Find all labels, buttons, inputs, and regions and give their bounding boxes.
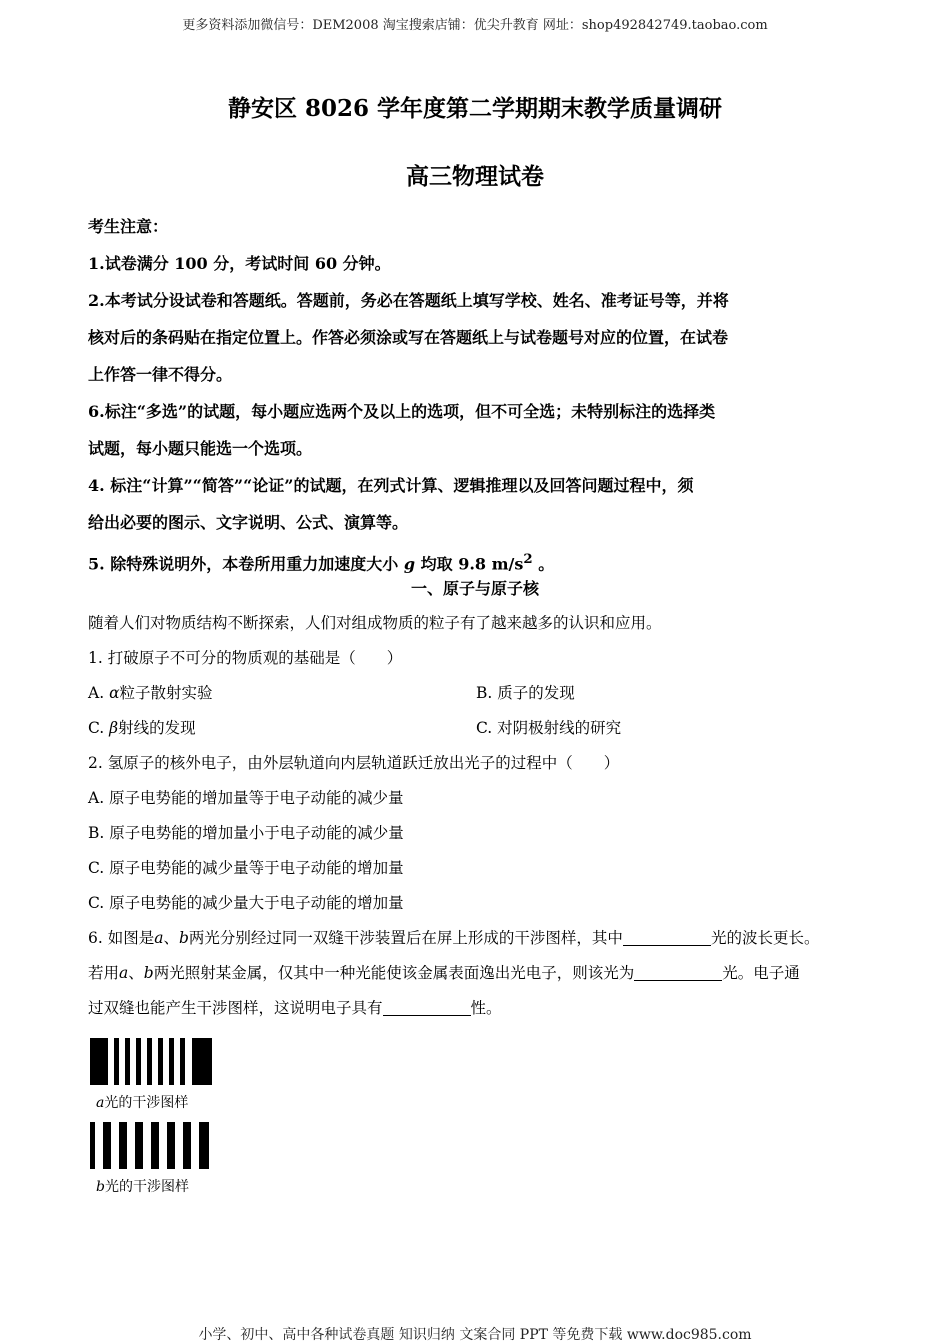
fringe-dark-band bbox=[151, 1122, 159, 1169]
section-intro: 随着人们对物质结构不断探索，人们对组成物质的粒子有了越来越多的认识和应用。 bbox=[88, 614, 662, 632]
question-2-option: C. 原子电势能的减少量等于电子动能的增加量 bbox=[88, 859, 404, 877]
questions bbox=[88, 606, 868, 1026]
option-label: C. bbox=[88, 719, 110, 737]
light-a-symbol: a bbox=[154, 929, 164, 947]
answer-blank-2[interactable] bbox=[634, 962, 722, 981]
answer-blank-1[interactable] bbox=[623, 927, 711, 946]
beta-symbol: β bbox=[109, 719, 119, 737]
option-text: 射线的发现 bbox=[118, 719, 196, 737]
fringe-figure-a bbox=[88, 1036, 218, 1112]
question-2-option: C. 原子电势能的减少量大于电子动能的增加量 bbox=[88, 894, 404, 912]
question-2-option: A. 原子电势能的增加量等于电子动能的减少量 bbox=[88, 789, 404, 807]
caption-var: a bbox=[96, 1095, 105, 1111]
question-2-stem: 2. 氢原子的核外电子，由外层轨道向内层轨道跃迁放出光子的过程中（ ） bbox=[88, 754, 620, 772]
fringe-dark-band bbox=[119, 1122, 127, 1169]
fringe-dark-band bbox=[180, 1038, 185, 1085]
unit-exponent: 2 bbox=[523, 551, 533, 567]
q6-text: 光的波长更长。 bbox=[710, 929, 820, 947]
question-6-line-3 bbox=[88, 991, 868, 1026]
q6-text: 光。电子通 bbox=[722, 964, 800, 982]
fringe-dark-band bbox=[103, 1122, 111, 1169]
notice-line-gravity bbox=[88, 541, 868, 578]
notice-line: 6.标注“多选”的试题，每小题应选两个及以上的选项，但不可全选；未特别标注的选择类 bbox=[88, 402, 716, 421]
fringe-dark-band bbox=[169, 1038, 174, 1085]
gravity-symbol: g bbox=[403, 554, 416, 574]
q6-text: 、 bbox=[163, 929, 179, 947]
fringe-dark-band bbox=[90, 1122, 95, 1169]
fringe-dark-band bbox=[167, 1122, 175, 1169]
notice-line: 上作答一律不得分。 bbox=[88, 365, 233, 384]
q6-text: 过双缝也能产生干涉图样，这说明电子具有 bbox=[88, 999, 383, 1017]
light-b-symbol: b bbox=[143, 964, 154, 982]
notice-text: 5. 除特殊说明外，本卷所用重力加速度大小 bbox=[88, 554, 404, 574]
q6-text: 性。 bbox=[470, 999, 502, 1017]
fringe-dark-band bbox=[125, 1038, 130, 1085]
question-2-option: B. 原子电势能的增加量小于电子动能的减少量 bbox=[88, 824, 404, 842]
question-1-options-row-1 bbox=[88, 676, 868, 711]
notice-text: 。 bbox=[532, 554, 555, 574]
option-a bbox=[88, 676, 476, 711]
notice-line: 试题，每小题只能选一个选项。 bbox=[88, 439, 313, 458]
fringe-dark-band bbox=[135, 1122, 143, 1169]
notice-text: 均取 9.8 m/s bbox=[415, 554, 524, 574]
fringe-caption-b bbox=[96, 1176, 218, 1196]
notice-line: 核对后的条码贴在指定位置上。作答必须涂或写在答题纸上与试卷题号对应的位置，在试卷 bbox=[88, 328, 729, 347]
fringe-dark-band bbox=[199, 1122, 209, 1169]
fringe-dark-band bbox=[114, 1038, 119, 1085]
option-text: 粒子散射实验 bbox=[119, 684, 213, 702]
fringe-dark-band bbox=[158, 1038, 163, 1085]
light-a-symbol: a bbox=[119, 964, 129, 982]
notice-line: 2.本考试分设试卷和答题纸。答题前，务必在答题纸上填写学校、姓名、准考证号等，并将 bbox=[88, 291, 729, 310]
candidate-notice bbox=[88, 208, 868, 578]
alpha-symbol: α bbox=[109, 684, 120, 702]
footer-promo-note: 小学、初中、高中各种试卷真题 知识归纳 文案合同 PPT 等免费下载 www.doc985.com bbox=[198, 1327, 752, 1343]
caption-text: 光的干涉图样 bbox=[104, 1095, 189, 1111]
notice-line: 给出必要的图示、文字说明、公式、演算等。 bbox=[88, 513, 409, 532]
notice-heading: 考生注意： bbox=[88, 217, 169, 236]
header-promo-note: 更多资料添加微信号：DEM2008 淘宝搜索店铺：优尖升教育 网址：shop492842749.taobao.com bbox=[182, 18, 768, 33]
fringe-dark-band bbox=[147, 1038, 152, 1085]
q6-text: 两光分别经过同一双缝干涉装置后在屏上形成的干涉图样，其中 bbox=[188, 929, 623, 947]
question-6-line-1 bbox=[88, 921, 868, 956]
caption-var: b bbox=[96, 1179, 105, 1195]
fringe-dark-band bbox=[192, 1038, 212, 1085]
fringe-pattern-b bbox=[88, 1120, 218, 1170]
caption-text: 光的干涉图样 bbox=[104, 1179, 189, 1195]
question-6-line-2 bbox=[88, 956, 868, 991]
option-label: A. bbox=[88, 684, 110, 702]
notice-line: 4. 标注“计算”“简答”“论证”的试题，在列式计算、逻辑推理以及回答问题过程中，须 bbox=[88, 476, 694, 495]
question-1-stem: 1. 打破原子不可分的物质观的基础是（ ） bbox=[88, 649, 403, 667]
notice-line: 1.试卷满分 100 分，考试时间 60 分钟。 bbox=[88, 254, 391, 273]
q6-text: 、 bbox=[128, 964, 144, 982]
question-1-options-row-2 bbox=[88, 711, 868, 746]
fringe-dark-band bbox=[90, 1038, 108, 1085]
fringe-caption-a bbox=[96, 1092, 218, 1112]
fringe-dark-band bbox=[183, 1122, 191, 1169]
fringe-pattern-a bbox=[88, 1036, 218, 1086]
option-b: B. 质子的发现 bbox=[476, 684, 575, 702]
section-title: 一、原子与原子核 bbox=[410, 579, 539, 598]
q6-text: 若用 bbox=[88, 964, 120, 982]
light-b-symbol: b bbox=[178, 929, 189, 947]
fringe-dark-band bbox=[136, 1038, 141, 1085]
q6-text: 两光照射某金属，仅其中一种光能使该金属表面逸出光电子，则该光为 bbox=[153, 964, 635, 982]
option-d: C. 对阴极射线的研究 bbox=[476, 719, 622, 737]
q6-text: 6. 如图是 bbox=[88, 929, 155, 947]
answer-blank-3[interactable] bbox=[383, 997, 471, 1016]
exam-subtitle: 高三物理试卷 bbox=[406, 163, 544, 190]
exam-title: 静安区 8026 学年度第二学期期末教学质量调研 bbox=[227, 95, 723, 122]
option-c bbox=[88, 711, 476, 746]
fringe-figure-b bbox=[88, 1120, 218, 1196]
